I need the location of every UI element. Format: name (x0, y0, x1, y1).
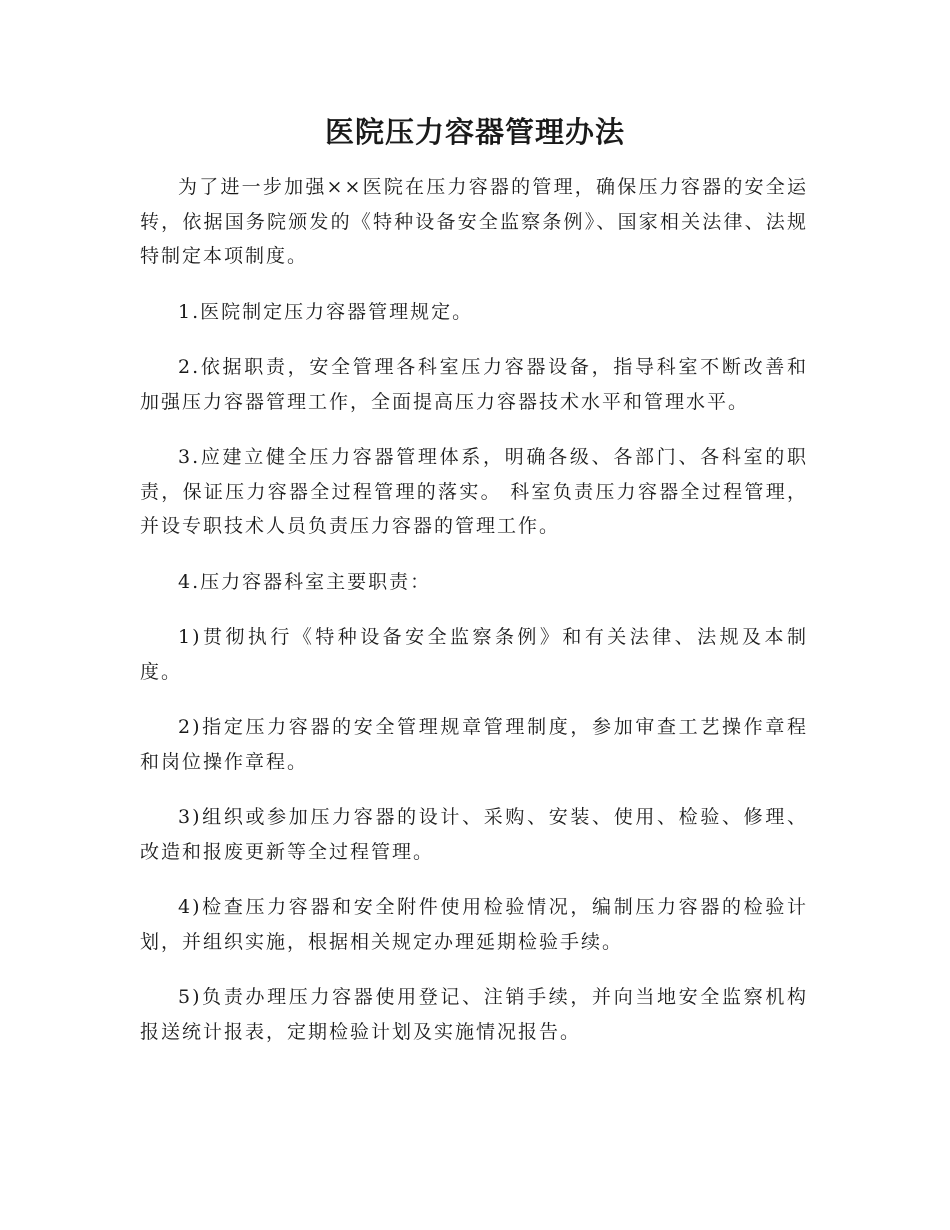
clause-2: 2.依据职责，安全管理各科室压力容器设备，指导科室不断改善和加强压力容器管理工作，全面提高压力容器技术水平和管理水平。 (140, 356, 808, 413)
duty-item-1: 1)贯彻执行《特种设备安全监察条例》和有关法律、法规及本制度。 (140, 626, 808, 683)
duty-item-4: 4)检查压力容器和安全附件使用检验情况，编制压力容器的检验计划，并组织实施，根据相关规定办理延期检验手续。 (140, 896, 808, 953)
duty-item-3: 3)组织或参加压力容器的设计、采购、安装、使用、检验、修理、改造和报废更新等全过程管理。 (140, 806, 808, 863)
clause-4: 4.压力容器科室主要职责： (178, 570, 432, 593)
clause-1: 1.医院制定压力容器管理规定。 (178, 300, 474, 323)
duty-item-2: 2)指定压力容器的安全管理规章管理制度，参加审查工艺操作章程和岗位操作章程。 (140, 716, 808, 773)
document-body (140, 170, 808, 1070)
duty-item-5: 5)负责办理压力容器使用登记、注销手续，并向当地安全监察机构报送统计报表，定期检验计划及实施情况报告。 (140, 986, 808, 1043)
document-title: 医院压力容器管理办法 (324, 115, 625, 149)
intro-paragraph: 为了进一步加强××医院在压力容器的管理，确保压力容器的安全运转，依据国务院颁发的《特种设备安全监察条例》、国家相关法律、法规特制定本项制度。 (140, 176, 808, 267)
clause-3: 3.应建立健全压力容器管理体系，明确各级、各部门、各科室的职责，保证压力容器全过程管理的落实。 科室负责压力容器全过程管理，并设专职技术人员负责压力容器的管理工作。 (140, 446, 808, 537)
